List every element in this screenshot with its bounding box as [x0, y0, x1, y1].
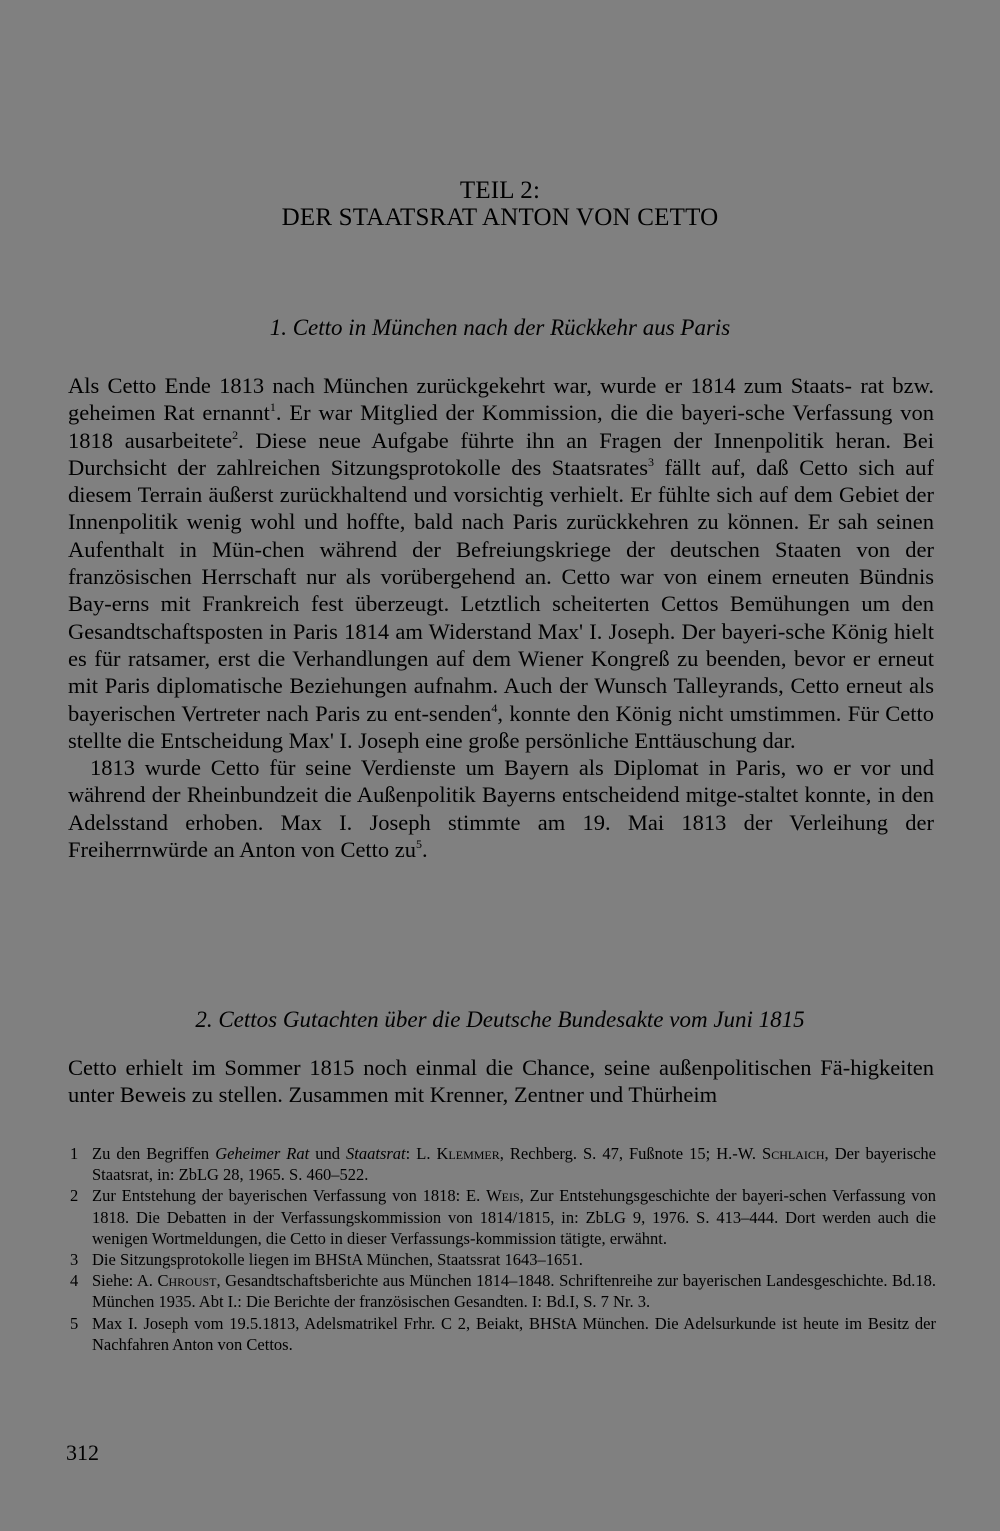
footnote-1	[70, 1143, 936, 1185]
footnote-author: Schlaich	[762, 1144, 825, 1163]
footnote-number: 1	[70, 1144, 79, 1163]
body-text-run: rat bzw. geheimen Rat ernannt	[68, 373, 934, 426]
footnote-author: Chroust	[157, 1271, 217, 1291]
part-heading-line2: DER STAATSRAT ANTON VON CETTO	[281, 204, 719, 231]
footnote-ref: 1	[269, 400, 276, 415]
body-text-run: 1813 wurde Cetto für seine Verdienste um Bayern als Diplomat in Paris, wo er vor und während der Rheinbundzeit die Außenpolitik Bayerns entscheidend mitge-staltet konnte, in den Adelsstand erhoben. Max I. Joseph stimmte am 19. Mai 1813 der Verleihung der Freiherrnwürde an Anton von Cetto zu	[68, 755, 934, 863]
footnote-number: 3	[70, 1250, 79, 1270]
footnote-number: 2	[70, 1186, 79, 1206]
section-1-title: 1. Cetto in München nach der Rückkehr aus Paris	[269, 315, 731, 340]
section-1-paragraph-1	[68, 372, 934, 754]
footnote-ref: 4	[491, 700, 498, 715]
section-2-title: 2. Cettos Gutachten über die Deutsche Bundesakte vom Juni 1815	[195, 1007, 805, 1032]
body-text-run: , konnte den König nicht umstimmen. Für Cetto stellte die Entscheidung Max' I. Joseph eine große persönliche Enttäuschung dar.	[68, 700, 935, 753]
section-2-paragraph-1: Cetto erhielt im Sommer 1815 noch einmal die Chance, seine außenpolitischen Fä-higkeiten unter Beweis zu stellen. Zusammen mit Krenner, Zentner und Thürheim	[68, 1055, 934, 1108]
footnote-ref: 3	[648, 454, 654, 469]
footnote-text: : L.	[405, 1144, 437, 1163]
body-text-run: . Diese neue Aufgabe führte ihn an Fragen der Innenpolitik heran. Bei Durchsicht der zahlreichen Sitzungsprotokolle des Staatsrates	[68, 427, 934, 480]
footnote-text: , Gesandtschaftsberichte aus München 1814–1848. Schriftenreihe zur bayerischen Landesgeschichte. Bd.18. München 1935. Abt I.: Die Berichte der französischen Gesandten. I: Bd.I, S. 7 Nr. 3.	[92, 1271, 937, 1312]
footnote-text: Zu den Begriffen	[92, 1144, 216, 1163]
footnote-author: Weis	[486, 1186, 520, 1206]
footnote-text: Max I. Joseph vom 19.5.1813, Adelsmatrikel Frhr. C 2, Beiakt, BHStA München. Die Adelsurkunde ist heute im Besitz der Nachfahren Anton von Cettos.	[92, 1313, 936, 1354]
section-2-body	[68, 1054, 934, 1109]
footnote-ref: 5	[416, 837, 423, 852]
footnote-text: , Der bayerische Staatsrat, in: ZbLG 28, 1965. S. 460–522.	[92, 1144, 937, 1185]
footnote-author: Klemmer	[436, 1144, 500, 1163]
footnote-text: , Zur Entstehungsgeschichte der bayeri-schen Verfassung von 1818. Die Debatten in der Verfassungskommission von 1814/1815, in: ZbLG 9, 1976. S. 413–444. Dort werden auch die wenigen Wortmeldungen, die Cetto in dieser Verfassungs-kommission tätigte, erwähnt.	[92, 1186, 936, 1248]
footnote-text: Zur Entstehung der bayerischen Verfassung von 1818: E.	[92, 1186, 487, 1206]
footnote-term: Staatsrat	[346, 1144, 406, 1163]
body-text-run: fällt auf, daß Cetto sich auf diesem Terrain äußerst zurückhaltend und vorsichtig verhielt. Er fühlte sich auf dem Gebiet der Innenpolitik wenig wohl und hoffte, bald nach Paris zurückkehren zu können. Er sah seinen Aufenthalt in Mün-chen während der Befreiungskriege der deutschen Staaten von der französischen Herrschaft nur als vorübergehend an. Cetto war von einem erneuten Bündnis Bay-erns mit Frankreich fest überzeugt. Letztlich scheiterten Cettos Bemühungen um den Gesandtschaftsposten in Paris 1814 am Widerstand Max' I. Joseph. Der bayeri-sche König hielt es für ratsamer, erst die Verhandlungen auf dem Wiener Kongreß zu beenden, bevor er erneut mit Paris diplomatische Beziehungen aufnahm. Auch der Wunsch Talleyrands, Cetto erneut als bayerischen Vertreter nach Paris zu ent-senden	[68, 454, 934, 726]
footnote-number: 4	[70, 1271, 79, 1291]
footnote-text: Die Sitzungsprotokolle liegen im BHStA München, Staatssrat 1643–1651.	[92, 1250, 583, 1270]
footnote-text: und	[309, 1144, 347, 1163]
section-1-paragraph-2	[68, 754, 934, 863]
footnote-number: 5	[70, 1313, 79, 1333]
footnote-4	[70, 1270, 936, 1312]
body-text-run: Als Cetto Ende 1813 nach München zurückgekehrt war, wurde er 1814 zum Staats-	[68, 373, 853, 398]
footnote-text: , Rechberg. S. 47, Fußnote 15; H.-W.	[499, 1144, 763, 1163]
footnote-ref: 2	[232, 427, 239, 442]
footnote-term: Geheimer Rat	[215, 1144, 310, 1163]
footnote-5	[70, 1313, 936, 1355]
body-text-run: .	[422, 837, 428, 863]
part-heading-line1: TEIL 2:	[459, 177, 541, 204]
section-1-body	[68, 372, 934, 863]
footnote-2	[70, 1185, 936, 1249]
page-number: 312	[66, 1440, 99, 1465]
footnote-text: Siehe: A.	[92, 1271, 158, 1291]
footnote-3	[70, 1249, 936, 1270]
footnotes	[70, 1143, 936, 1355]
body-text-run: . Er war Mitglied der Kommission, die die bayeri-sche Verfassung von 1818 ausarbeitete	[68, 400, 934, 453]
